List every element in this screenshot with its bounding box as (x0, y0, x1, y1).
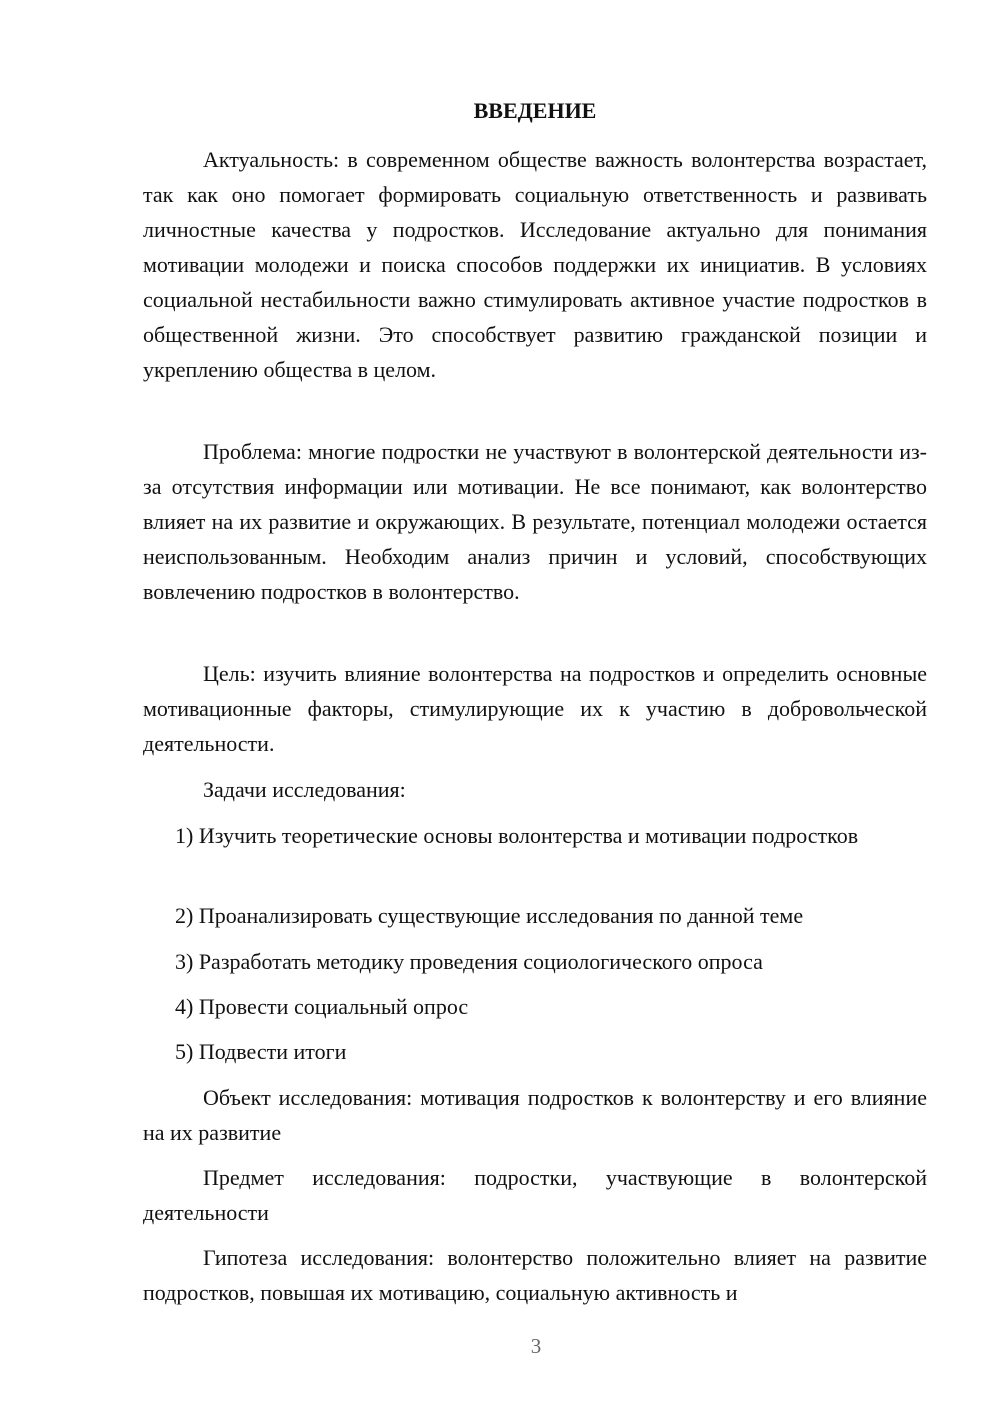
hypothesis-paragraph: Гипотеза исследования: волонтерство положительно влияет на развитие подростков, повышая их мотивацию, социальную активность и (143, 1245, 927, 1305)
page-heading: ВВЕДЕНИЕ (473, 98, 597, 123)
task-item-3: 3) Разработать методику проведения социологического опроса (175, 949, 763, 974)
goal-paragraph: Цель: изучить влияние волонтерства на подростков и определить основные мотивационные факторы, стимулирующие их к участию в добровольческой деятельности. (143, 661, 927, 756)
object-paragraph: Объект исследования: мотивация подростков к волонтерству и его влияние на их развитие (143, 1085, 927, 1145)
task-item-2: 2) Проанализировать существующие исследования по данной теме (175, 903, 804, 928)
task-item-1: 1) Изучить теоретические основы волонтерства и мотивации подростков (175, 823, 859, 848)
relevance-paragraph: Актуальность: в современном обществе важность волонтерства возрастает, так как оно помогает формировать социальную ответственность и развивать личностные качества у подростков. Исследование актуально для понимания мотивации молодежи и поиска способов поддержки их инициатив. В условиях социальной нестабильности важно стимулировать активное участие подростков в общественной жизни. Это способствует развитию гражданской позиции и укреплению общества в целом. (143, 147, 927, 382)
problem-paragraph: Проблема: многие подростки не участвуют в волонтерской деятельности из-за отсутствия информации или мотивации. Не все понимают, как волонтерство влияет на их развитие и окружающих. В результате, потенциал молодежи остается неиспользованным. Необходим анализ причин и условий, способствующих вовлечению подростков в волонтерство. (143, 439, 927, 604)
page-number: 3 (530, 1334, 542, 1358)
tasks-heading: Задачи исследования: (203, 777, 406, 802)
subject-paragraph: Предмет исследования: подростки, участвующие в волонтерской деятельности (143, 1165, 927, 1225)
task-item-4: 4) Провести социальный опрос (175, 994, 469, 1019)
task-item-5: 5) Подвести итоги (175, 1039, 347, 1064)
